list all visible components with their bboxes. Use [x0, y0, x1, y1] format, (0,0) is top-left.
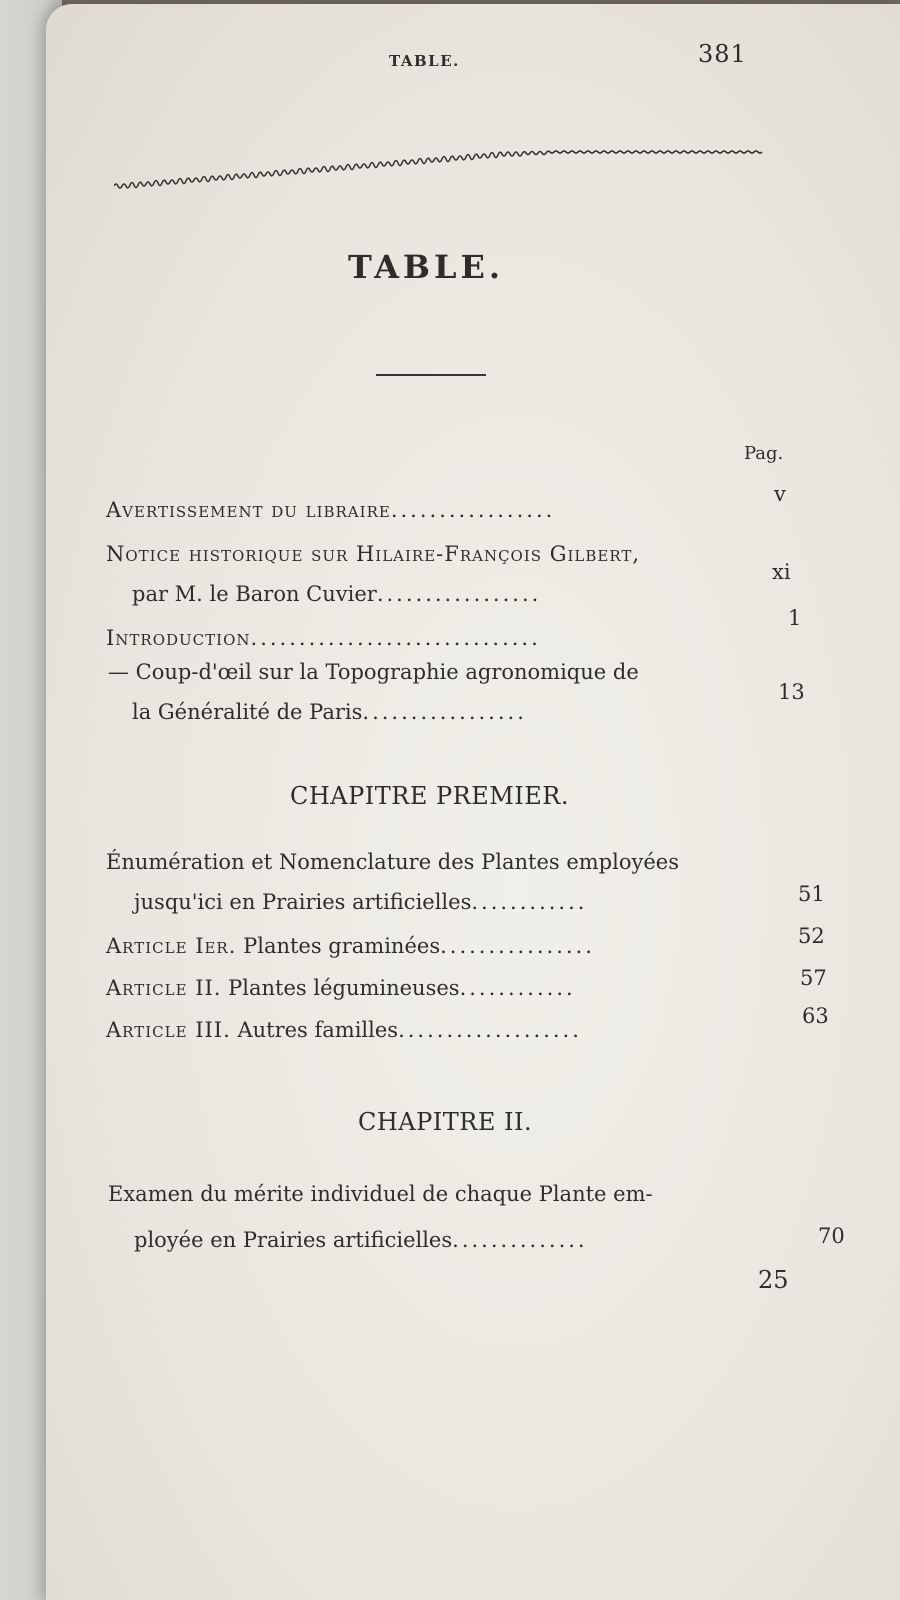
- chapter-heading: CHAPITRE PREMIER.: [290, 782, 569, 810]
- catchword: 25: [758, 1266, 789, 1294]
- toc-page-number: 70: [818, 1224, 845, 1248]
- page-number: 381: [698, 40, 747, 68]
- toc-page-number: 57: [800, 966, 827, 990]
- leader-dots: ...................: [398, 1018, 582, 1042]
- ornamental-wavy-rule: [114, 144, 764, 194]
- leader-dots: .................: [362, 700, 527, 724]
- pag-column-label: Pag.: [744, 443, 784, 464]
- toc-entry-introduction: Introduction..............................: [106, 626, 541, 650]
- toc-entry-enumeration-line2: jusqu'ici en Prairies artificielles............: [134, 890, 588, 914]
- toc-entry-title: Avertissement du libraire: [106, 498, 391, 522]
- toc-page-number: 51: [798, 882, 825, 906]
- toc-page-number: xi: [772, 560, 791, 584]
- leader-dots: .................: [376, 582, 542, 606]
- toc-entry-enumeration-line1: Énumération et Nomenclature des Plantes employées: [106, 850, 679, 874]
- toc-entry-article-2: Article II. Plantes légumineuses............: [106, 976, 576, 1000]
- leader-dots: ..............: [452, 1228, 588, 1252]
- toc-entry-examen-line1: Examen du mérite individuel de chaque Plante em-: [108, 1182, 653, 1206]
- leader-dots: ..............................: [250, 626, 541, 650]
- toc-entry-examen-line2: ployée en Prairies artificielles..............: [134, 1228, 588, 1252]
- toc-entry-notice-line1: Notice historique sur Hilaire-François Gilbert,: [106, 542, 641, 566]
- toc-entry-notice-line2: par M. le Baron Cuvier.................: [132, 582, 542, 606]
- title-underline: [376, 374, 486, 376]
- toc-entry-topographie-line1: — Coup-d'œil sur la Topographie agronomique de: [108, 660, 639, 684]
- page-title: TABLE.: [348, 248, 504, 286]
- toc-entry-article-3: Article III. Autres familles...................: [106, 1018, 582, 1042]
- toc-entry-avertissement: [106, 498, 555, 522]
- toc-entry-topographie-line2: la Généralité de Paris.................: [132, 700, 527, 724]
- leader-dots: ................: [440, 934, 595, 958]
- leader-dots: .................: [390, 498, 556, 522]
- chapter-heading: CHAPITRE II.: [358, 1108, 533, 1136]
- toc-page-number: 63: [802, 1004, 829, 1028]
- toc-entry-article-1: Article Ier. Plantes graminées................: [106, 934, 595, 958]
- toc-page-number: 1: [788, 606, 802, 630]
- toc-page-number: 13: [778, 680, 805, 704]
- toc-page-number: v: [774, 482, 786, 506]
- leader-dots: ............: [471, 890, 588, 914]
- leader-dots: ............: [459, 976, 576, 1000]
- running-head: TABLE.: [389, 52, 460, 70]
- book-page: [46, 4, 900, 1600]
- toc-page-number: 52: [798, 924, 825, 948]
